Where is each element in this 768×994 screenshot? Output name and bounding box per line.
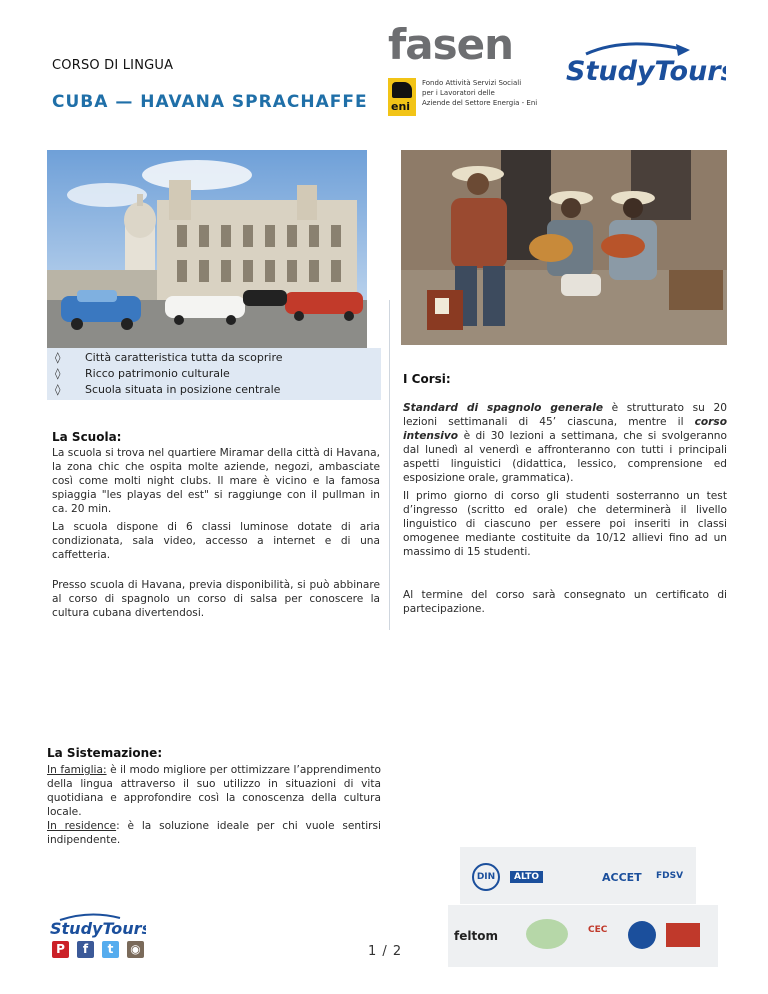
fasen-wordmark: fasen <box>388 20 513 69</box>
studytours-logo <box>566 40 726 92</box>
instagram-icon[interactable]: ◉ <box>127 941 144 958</box>
facebook-icon[interactable]: f <box>77 941 94 958</box>
cec-logo: CEC <box>588 925 608 935</box>
page-title: CUBA — HAVANA SPRACHAFFE <box>52 92 368 112</box>
corsi-heading: I Corsi: <box>403 372 451 386</box>
musicians-photo <box>401 150 727 345</box>
column-divider <box>389 300 390 630</box>
corsi-text: è di 30 lezioni a settimana, che si svolgeranno dal lunedì al venerdì e affronteranno con tutti i principali aspetti linguistici (didattica, lessico, comprensione ed esposizione orale, grammatica). <box>403 430 727 484</box>
certification-logos <box>460 847 696 904</box>
eni-logo <box>388 78 416 116</box>
diamond-icon: ◊ <box>55 383 61 396</box>
scuola-paragraph: La scuola dispone di 6 classi luminose dotate di aria condizionata, sala video, accesso a internet e di una caffetteria. <box>52 521 380 561</box>
sistemazione-paragraph <box>47 763 381 847</box>
list-item-text: Città caratteristica tutta da scoprire <box>85 351 283 364</box>
scuola-heading: La Scuola: <box>52 430 122 444</box>
page-number: 1 / 2 <box>368 944 403 959</box>
atom-logo <box>628 921 656 949</box>
fasen-subtitle-line: per i Lavoratori delle <box>422 89 495 97</box>
highlights-box <box>47 348 381 400</box>
social-links <box>52 941 144 959</box>
residence-label: In residence <box>47 820 117 832</box>
svg-text:StudyTours: StudyTours <box>566 56 726 87</box>
eni-dog-icon <box>392 82 412 98</box>
feltom-logo: feltom <box>454 929 498 943</box>
cervantes-logo <box>666 923 700 947</box>
diamond-icon: ◊ <box>55 367 61 380</box>
course-name: corso intensivo <box>403 416 727 442</box>
fasen-subtitle <box>422 78 542 108</box>
corsi-paragraph: Al termine del corso sarà consegnato un certificato di partecipazione. <box>403 589 727 615</box>
corsi-paragraph <box>403 401 727 485</box>
footer-studytours-logo <box>50 912 146 940</box>
havana-street-photo <box>47 150 367 348</box>
pinterest-icon[interactable]: P <box>52 941 69 958</box>
fasen-subtitle-line: Fondo Attività Servizi Sociali <box>422 79 522 87</box>
scuola-paragraph: La scuola si trova nel quartiere Miramar della città di Havana, la zona chic che ospita molte aziende, negozi, ambasciate così come molti night clubs. Il mare è vicino e la famosa spiaggia "les playas del est" si raggiunge con il pullman in ca. 20 min. <box>52 447 380 515</box>
diamond-icon: ◊ <box>55 351 61 364</box>
globe-logo <box>526 919 568 949</box>
corsi-text: è strutturato su 20 lezioni settimanali di 45’ ciascuna, mentre il <box>403 402 727 428</box>
course-kicker: CORSO DI LINGUA <box>52 58 174 73</box>
sistemazione-heading: La Sistemazione: <box>47 746 163 760</box>
residence-text: : è la soluzione ideale per chi vuole sentirsi indipendente. <box>47 820 381 846</box>
accet-logo: ACCET <box>602 871 642 884</box>
scuola-paragraph: Presso scuola di Havana, previa disponibilità, si può abbinare al corso di spagnolo un corso di salsa per conoscere la cultura cubana divertendosi. <box>52 579 380 619</box>
twitter-icon[interactable]: t <box>102 941 119 958</box>
list-item-text: Scuola situata in posizione centrale <box>85 383 281 396</box>
fasen-subtitle-line: Aziende del Settore Energia - Eni <box>422 99 538 107</box>
alto-logo: ALTO <box>510 871 543 883</box>
list-item-text: Ricco patrimonio culturale <box>85 367 230 380</box>
course-name: Standard di spagnolo generale <box>403 402 604 414</box>
corsi-paragraph: Il primo giorno di corso gli studenti sosterranno un test d’ingresso (scritto ed orale) che determinerà il livello linguistico di ciascuno per essere poi inseriti in classi omogenee mediante costituite da 10/12 allievi fino ad un massimo di 15 studenti. <box>403 490 727 558</box>
din-logo: DIN <box>472 863 500 891</box>
famiglia-text: è il modo migliore per ottimizzare l’apprendimento della lingua attraverso il suo utilizzo in situazioni di vita quotidiana e approfondire così la conoscenza della cultura locale. <box>47 764 381 818</box>
fasen-logo <box>388 20 538 113</box>
fdsv-logo: FDSV <box>656 871 684 881</box>
certification-logos <box>448 905 718 967</box>
famiglia-label: In famiglia: <box>47 764 107 776</box>
svg-text:StudyTours: StudyTours <box>50 919 146 938</box>
eni-wordmark: eni <box>391 100 411 113</box>
